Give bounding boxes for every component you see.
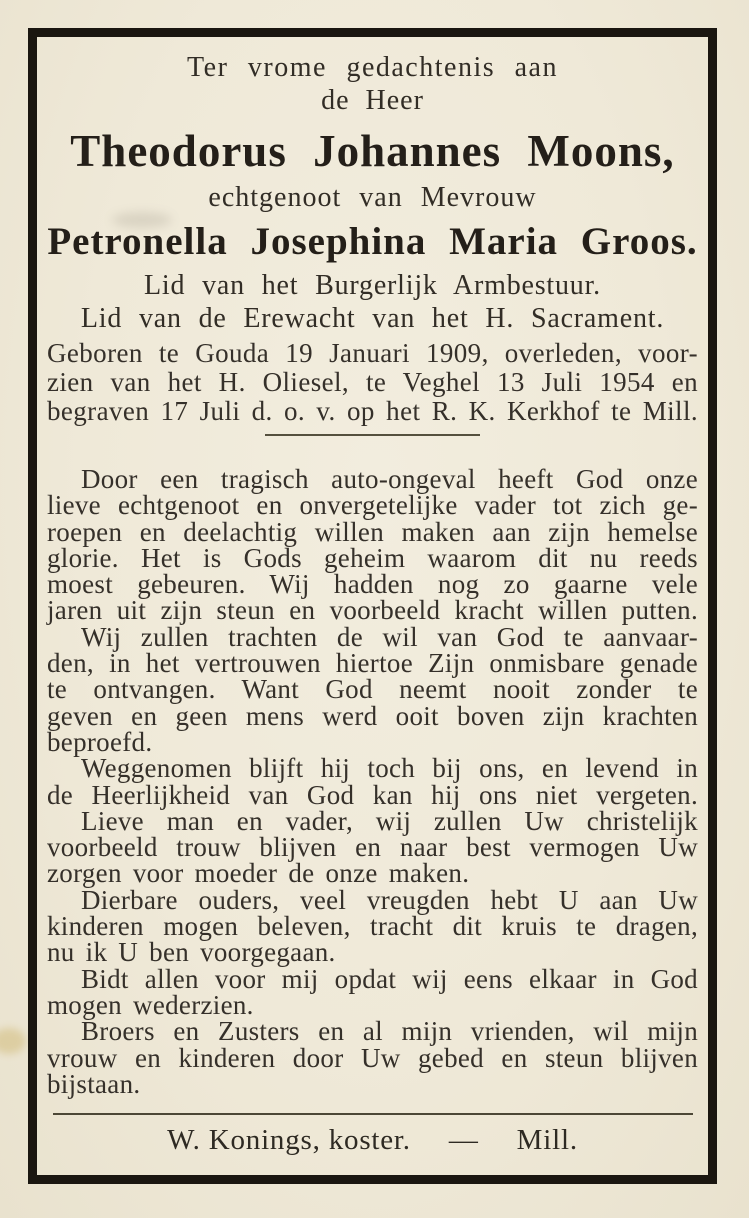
body-line: kinderen mogen beleven, tracht dit kruis te dragen, <box>47 911 698 942</box>
footer-place: Mill. <box>516 1124 578 1157</box>
body-line: Bidt allen voor mij opdat wij eens elkaar in God <box>81 963 698 994</box>
body-line: moest gebeuren. Wij hadden nog zo gaarne vele <box>47 569 698 600</box>
life-dates-line: zien van het H. Oliesel, te Veghel 13 Juli 1954 en <box>47 367 698 397</box>
card-frame <box>28 28 717 1184</box>
body-line: Lieve man en vader, wij zullen Uw christelijk <box>81 805 698 836</box>
footer-divider <box>53 1113 693 1115</box>
body-line: Weggenomen blijft hij toch bij ons, en levend in <box>81 753 698 784</box>
body-line: bijstaan. <box>47 1068 141 1099</box>
body-line: Broers en Zusters en al mijn vrienden, wil mijn <box>81 1016 698 1047</box>
footer-printer-name: W. Konings, koster. <box>167 1124 411 1157</box>
section-divider <box>265 434 480 436</box>
deceased-name: Theodorus Johannes Moons, <box>70 126 675 176</box>
body-line: zorgen voor moeder de onze maken. <box>47 858 470 889</box>
membership-block <box>47 269 698 335</box>
life-dates-line: Geboren te Gouda 19 Januari 1909, overleden, voor- <box>47 338 698 368</box>
relation-line: echtgenoot van Mevrouw <box>208 182 537 213</box>
spouse-name: Petronella Josephina Maria Groos. <box>47 220 698 263</box>
membership-line: Lid van het Burgerlijk Armbestuur. <box>144 270 601 301</box>
body-line: Door een tragisch auto-ongeval heeft God onze <box>81 464 698 494</box>
body-line: te ontvangen. Want God neemt nooit zonder te <box>47 674 698 705</box>
body-line: lieve echtgenoot en onvergetelijke vader tot zich ge- <box>47 490 698 521</box>
intro-line: Ter vrome gedachtenis aan <box>187 52 558 83</box>
body-line: nu ik U ben voorgegaan. <box>47 937 336 968</box>
body-line: voorbeeld trouw blijven en naar best vermogen Uw <box>47 832 698 863</box>
body-text <box>47 466 698 1097</box>
body-line: Wij zullen trachten de wil van God te aanvaar- <box>81 621 698 652</box>
life-dates-line: begraven 17 Juli d. o. v. op het R. K. Kerkhof te Mill. <box>47 396 698 426</box>
body-line: geven en geen mens werd ooit boven zijn krachten <box>47 700 698 731</box>
membership-line: Lid van de Erewacht van het H. Sacrament. <box>80 303 665 334</box>
body-line: mogen wederzien. <box>47 989 254 1020</box>
body-line: jaren uit zijn steun en voorbeeld kracht willen putten. <box>47 595 698 626</box>
body-line: roepen en deelachtig willen maken aan zijn hemelse <box>47 516 698 547</box>
body-line: beproefd. <box>47 726 153 757</box>
life-dates <box>47 339 698 426</box>
body-line: Dierbare ouders, veel vreugden hebt U aan Uw <box>81 884 698 915</box>
footer <box>47 1123 698 1157</box>
body-line: de Heerlijkheid van God kan hij ons niet vergeten. <box>47 779 698 810</box>
paper-stain <box>0 1028 26 1054</box>
body-line: den, in het vertrouwen hiertoe Zijn onmisbare genade <box>47 648 698 679</box>
intro-line: de Heer <box>321 85 424 116</box>
body-line: glorie. Het is Gods geheim waarom dit nu reeds <box>47 542 698 573</box>
footer-dash: — <box>448 1124 479 1157</box>
body-line: vrouw en kinderen door Uw gebed en steun blijven <box>47 1042 698 1073</box>
